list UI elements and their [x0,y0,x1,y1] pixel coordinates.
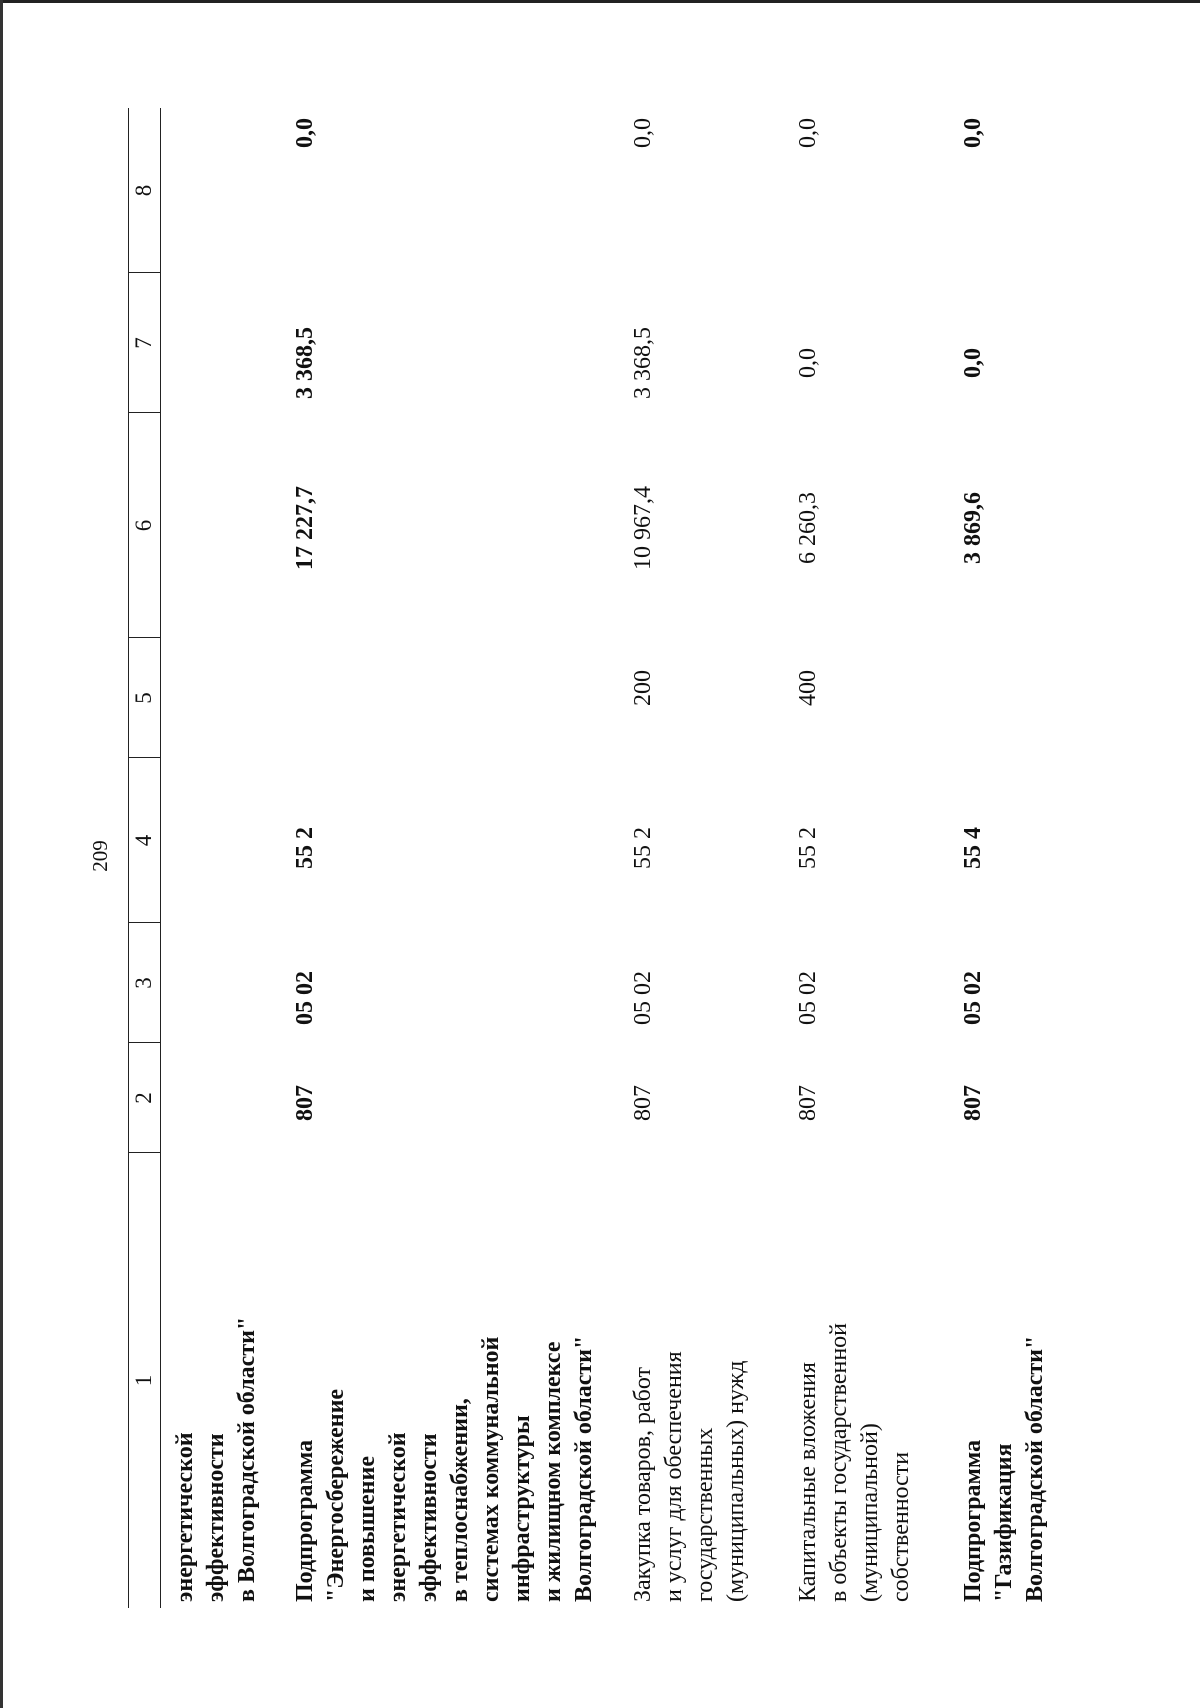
cell-col-6: 17 227,7 [292,486,318,570]
cell-col-4: 55 4 [960,827,986,869]
cell-col-3: 05 02 [630,971,656,1025]
column-header-2: 2 [131,1092,156,1104]
column-separator [129,1152,160,1153]
table-header-rule [160,108,161,1608]
column-header-7: 7 [131,337,156,349]
cell-col-4: 55 2 [292,827,318,869]
column-separator [129,272,160,273]
page-number: 209 [88,840,112,872]
cell-col-7: 3 368,5 [630,327,656,399]
cell-col-3: 05 02 [292,971,318,1025]
cell-col-3: 05 02 [960,971,986,1025]
cell-col-8: 0,0 [960,118,986,148]
cell-col-7: 0,0 [795,348,821,378]
column-header-5: 5 [131,692,156,704]
column-separator [129,412,160,413]
cell-col-6: 10 967,4 [630,486,656,570]
row-name: Подпрограмма "Энергосбережение и повышение энергетической эффективности в теплоснабжении, системах коммунальной инфраструктуры и жилищном комплексе Волгоградской области" [292,1335,597,1602]
column-header-3: 3 [131,977,156,989]
budget-table [108,108,1148,1608]
cell-col-7: 3 368,5 [292,327,318,399]
cell-col-8: 0,0 [292,118,318,148]
cell-col-5: 200 [630,670,656,706]
row-name: энергетической эффективности в Волгоградской области" [172,1316,260,1602]
row-name: Капитальные вложения в объекты государственной (муниципальной) собственности [795,1322,914,1602]
column-separator [129,1042,160,1043]
column-separator [129,637,160,638]
scan-top-border [0,0,1200,3]
column-header-6: 6 [131,519,156,532]
column-header-8: 8 [131,184,156,197]
cell-col-2: 807 [795,1085,821,1121]
column-separator [129,922,160,923]
column-header-4: 4 [131,834,156,847]
row-name: Подпрограмма "Газификация Волгоградской области" [960,1335,1048,1602]
cell-col-8: 0,0 [795,118,821,148]
cell-col-3: 05 02 [795,971,821,1025]
cell-col-2: 807 [292,1085,318,1121]
cell-col-4: 55 2 [630,827,656,869]
table-header-row [128,108,160,1608]
cell-col-2: 807 [630,1085,656,1121]
cell-col-8: 0,0 [630,118,656,148]
column-header-1: 1 [131,1374,156,1387]
row-name: Закупка товаров, работ и услуг для обеспечения государственных (муниципальных) нужд [630,1351,749,1602]
cell-col-4: 55 2 [795,827,821,869]
scan-left-border [0,0,3,1708]
cell-col-7: 0,0 [960,348,986,378]
column-separator [129,757,160,758]
cell-col-5: 400 [795,670,821,706]
cell-col-6: 3 869,6 [960,492,986,564]
cell-col-6: 6 260,3 [795,492,821,564]
cell-col-2: 807 [960,1085,986,1121]
